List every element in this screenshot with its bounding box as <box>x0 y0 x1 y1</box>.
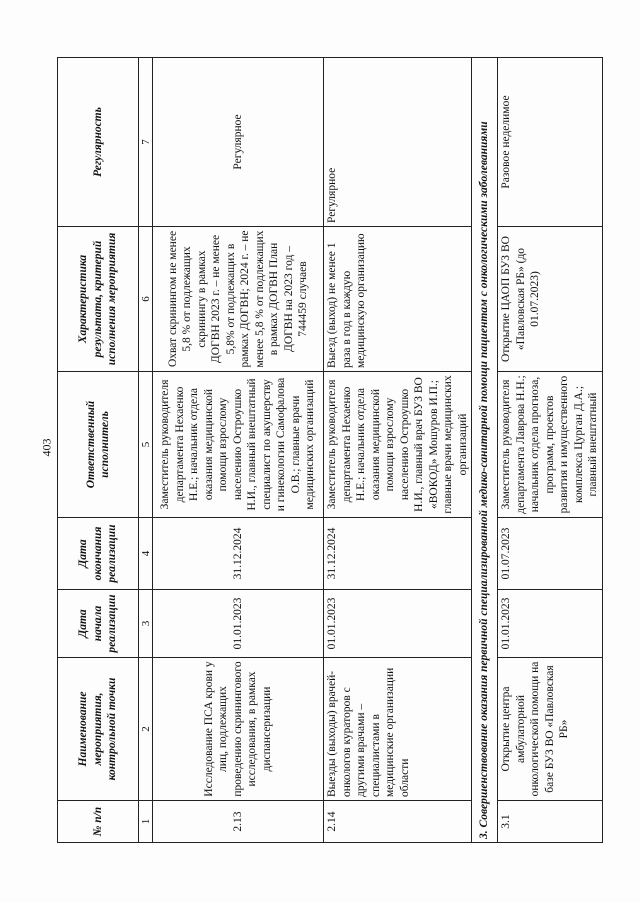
regularity: Разовое неделимое <box>498 58 603 227</box>
header-cell-name: Наименование мероприятия, контрольной точки <box>58 658 139 801</box>
row-number: 2.13 <box>153 801 324 843</box>
header-cell-num: № п/п <box>58 801 139 843</box>
table-row <box>324 58 472 843</box>
start-date: 01.01.2023 <box>153 590 324 658</box>
column-number: 7 <box>139 58 153 227</box>
section-row <box>472 58 498 843</box>
table-row <box>498 58 603 843</box>
regularity: Регулярное <box>153 58 324 227</box>
responsible-person: Заместитель руководителя департамента Лаврова Н.Н.; начальник отдела прогноза, программ, проектов развития и имущественного комплекса Цурган Д.А.; главный внештатный <box>498 372 603 518</box>
rotated-table-wrapper <box>57 58 599 843</box>
activity-name: Исследование ПСА крови у лиц, подлежащих проведению скринингового исследования, в рамках диспансеризации <box>153 658 324 801</box>
result-criteria: Открытие ЦАОП БУЗ ВО «Павловская РБ» (до 01.07.2023) <box>498 227 603 372</box>
header-cell-end: Дата окончания реализации <box>58 518 139 590</box>
column-number: 5 <box>139 372 153 518</box>
header-cell-regularity: Регулярность <box>58 58 139 227</box>
start-date: 01.01.2023 <box>324 590 472 658</box>
responsible-person: Заместитель руководителя департамента Нехаенко Н.Е.; начальник отдела оказания медицинской помощи взрослому населению Остроушко Н.И., главный внештатный специалист по акушерству и гинекологии Самофалова О.В.; главные врачи медицинских организаций <box>153 372 324 518</box>
end-date: 01.07.2023 <box>498 518 603 590</box>
activity-name: Открытие центра амбулаторной онкологической помощи на базе БУЗ ВО «Павловская РБ» <box>498 658 603 801</box>
header-cell-result: Характеристика результата, критерий исполнения мероприятия <box>58 227 139 372</box>
column-number-row <box>139 58 153 843</box>
column-number: 3 <box>139 590 153 658</box>
header-row <box>58 58 139 843</box>
column-number: 1 <box>139 801 153 843</box>
result-criteria: Выезд (выход) не менее 1 раза в год в каждую медицинскую организацию <box>324 227 472 372</box>
section-title: 3. Совершенствование оказания первичной специализированной медико-санитарной помощи пациентам с онкологическими заболеваниями <box>472 58 498 843</box>
end-date: 31.12.2024 <box>153 518 324 590</box>
header-cell-start: Дата начала реализации <box>58 590 139 658</box>
end-date: 31.12.2024 <box>324 518 472 590</box>
regularity: Регулярное <box>324 58 472 227</box>
result-criteria: Охват скринингом не менее 5,8 % от подлежащих скринингу в рамках ДОГВН 2023 г. – не менее 5,8% от подлежащих в рамках ДОГВН; 2024 г. – не менее 5,8 % от подлежащих в рамках ДОГВН План ДОГВН на 2023 год – 744459 случаев <box>153 227 324 372</box>
responsible-person: Заместитель руководителя департамента Нехаенко Н.Е.; начальник отдела оказания медицинской помощи взрослому населению Остроушко Н.И., главный врач БУЗ ВО «ВОКОД» Мошуров И.П.; главные врачи медицинских организаций <box>324 372 472 518</box>
start-date: 01.01.2023 <box>498 590 603 658</box>
column-number: 6 <box>139 227 153 372</box>
page-number: 403 <box>39 438 54 457</box>
row-number: 3.1 <box>498 801 603 843</box>
activity-name: Выезды (выходы) врачей-онкологов кураторов с другими врачами – специалистами в медицинские организации области <box>324 658 472 801</box>
activities-table <box>57 57 603 843</box>
column-number: 4 <box>139 518 153 590</box>
header-cell-responsible: Ответственный исполнитель <box>58 372 139 518</box>
table-row <box>153 58 324 843</box>
column-number: 2 <box>139 658 153 801</box>
row-number: 2.14 <box>324 801 472 843</box>
